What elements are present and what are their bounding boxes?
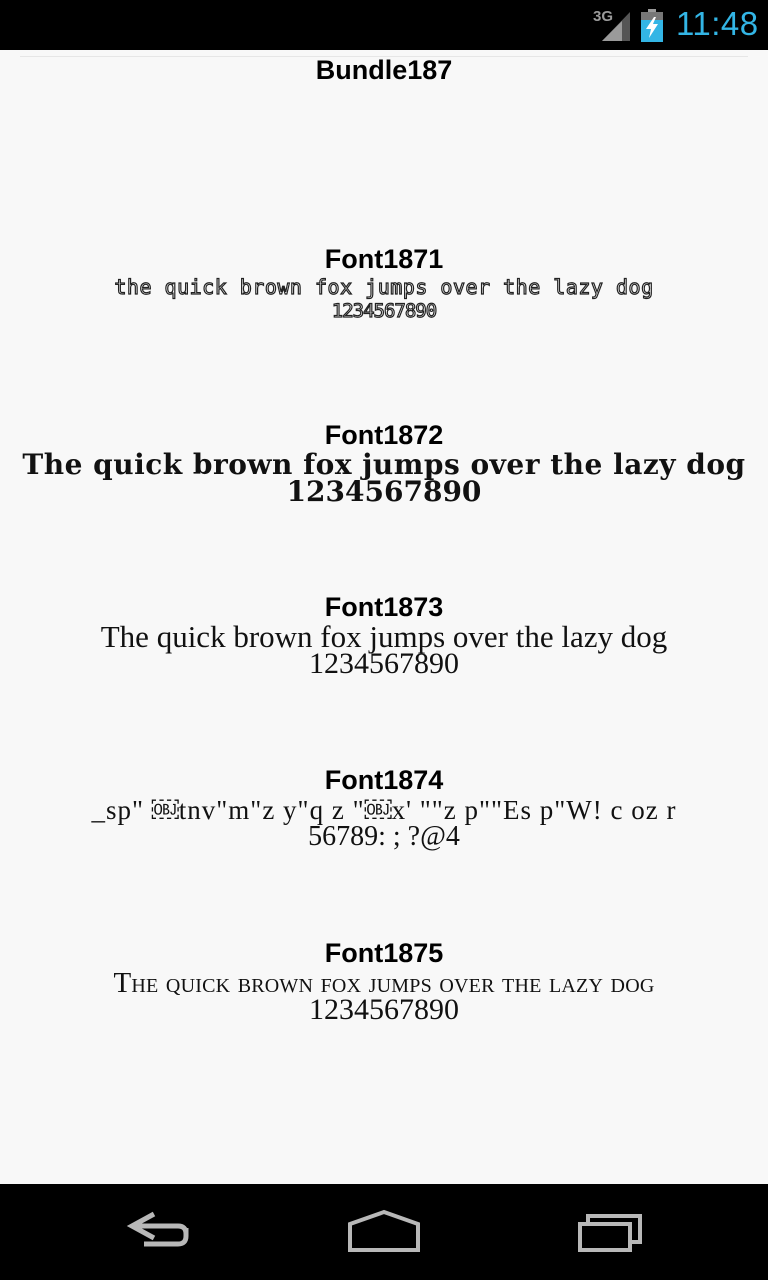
font-entry-1875[interactable] (0, 938, 768, 1026)
font-sample-digits: 1234567890 (309, 993, 459, 1026)
battery-charging-icon (641, 9, 663, 42)
font-name: Font1872 (324, 420, 444, 450)
status-bar (0, 0, 768, 50)
recent-apps-icon (574, 1202, 646, 1262)
home-icon (346, 1202, 422, 1262)
recent-apps-button[interactable] (555, 1202, 665, 1262)
font-sample-digits: 1234567890 (286, 475, 482, 508)
font-sample-text: The quick brown fox jumps over the lazy dog (100, 619, 668, 654)
font-entry-1872[interactable] (0, 420, 768, 508)
clock: 11:48 (676, 5, 759, 42)
back-icon (124, 1202, 196, 1262)
font-sample-text: _sp" ￼tnv"m"z y"q z "￼x' ""z p""Es p"W! c oz r (91, 795, 677, 825)
font-entry-1873[interactable] (0, 592, 768, 680)
font-sample-digits: 56789: ; ?@4 (308, 821, 460, 852)
font-sample-text: The quick brown fox jumps over the lazy dog (22, 448, 746, 481)
content-area (0, 50, 768, 1184)
font-name: Font1873 (324, 592, 444, 622)
font-sample-digits: 1234567890 (331, 300, 437, 322)
signal-icon (600, 10, 632, 42)
font-entry-1871[interactable] (0, 244, 768, 322)
font-name: Font1875 (324, 938, 444, 968)
font-entry-1874[interactable] (0, 765, 768, 852)
font-name: Font1871 (324, 244, 444, 274)
font-sample-text: the quick brown fox jumps over the lazy dog (114, 275, 654, 299)
network-type-label: 3G (593, 8, 614, 25)
font-sample-digits: 1234567890 (309, 647, 459, 680)
bundle-title: Bundle187 (315, 55, 453, 85)
back-button[interactable] (105, 1202, 215, 1262)
home-button[interactable] (329, 1202, 439, 1262)
font-sample-text: The quick brown fox jumps over the lazy dog (113, 967, 655, 999)
navigation-bar (0, 1184, 768, 1280)
font-name: Font1874 (324, 765, 444, 795)
